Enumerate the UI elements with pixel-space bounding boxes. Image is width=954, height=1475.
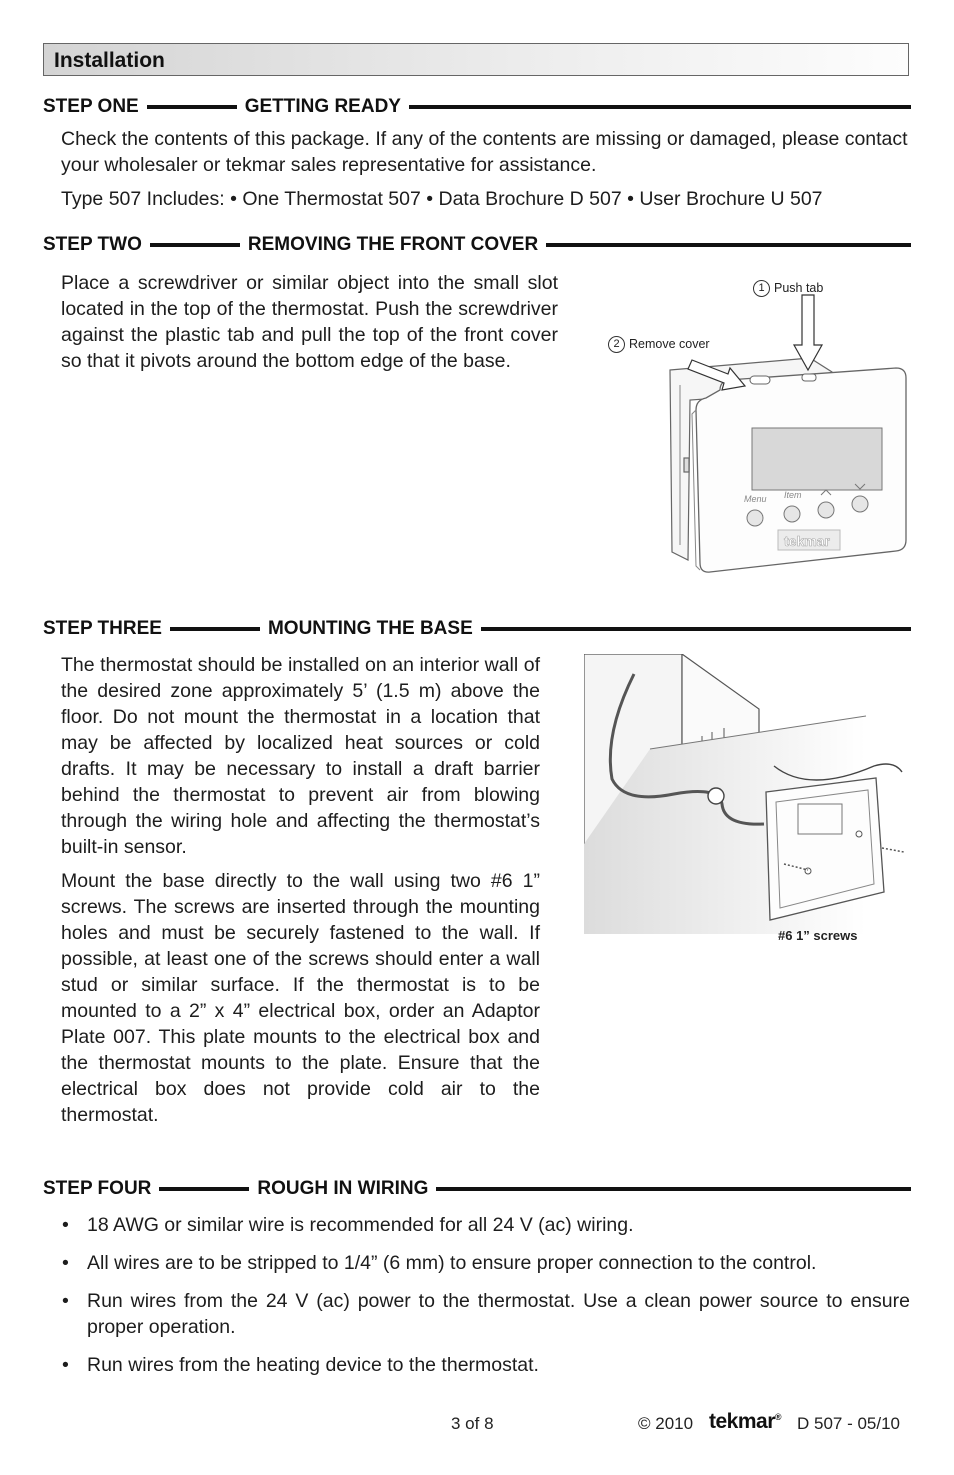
callout-number: 2 xyxy=(608,336,625,353)
item-button xyxy=(784,506,800,522)
up-button xyxy=(818,502,834,518)
thermostat-base-plate xyxy=(766,778,884,920)
registered-mark: ® xyxy=(774,1412,782,1422)
step-two-heading xyxy=(43,234,911,256)
wiring-hole xyxy=(708,788,724,804)
heading-rule xyxy=(159,1187,249,1191)
section-header-bar xyxy=(43,43,909,76)
screw-icon xyxy=(882,848,904,852)
callout-text: Remove cover xyxy=(629,336,710,351)
step-four-label: STEP FOUR xyxy=(43,1178,152,1199)
step-three-label: STEP THREE xyxy=(43,618,162,639)
step-one-paragraph-1: Check the contents of this package. If any of the contents are missing or damaged, please contact your wholesaler or tekmar sales representative for assistance. xyxy=(61,128,908,176)
screws-caption: #6 1” screws xyxy=(778,928,858,943)
step-one-heading xyxy=(43,96,911,118)
step-three-paragraph-2: Mount the base directly to the wall using two #6 1” screws. The screws are inserted through the mounting holes and must be securely fastened to the wall. If possible, at least one of the screws should enter a wall stud or similar surface. If the thermostat is to be mounted to a 2” x 4” electrical box, order an Adaptor Plate 007. This plate mounts to the electrical box and the thermostat mounts to the plate. Ensure that the electrical box does not provide cold air to the thermostat. xyxy=(61,870,540,1126)
copyright: © 2010 xyxy=(638,1414,694,1433)
step-three-paragraph-1: The thermostat should be installed on an interior wall of the desired zone approximately 5’ (1.5 m) above the floor. Do not mount the thermostat in a location that may be affected by localized heat sources or cold drafts. It may be necessary to install a draft barrier behind the thermostat to prevent air from blowing through the wiring hole and affecting the thermostat’s built-in sensor. xyxy=(61,654,540,858)
list-item: • 18 AWG or similar wire is recommended for all 24 V (ac) wiring. xyxy=(60,1212,910,1238)
step-three-heading xyxy=(43,618,911,640)
wall-mounting-illustration xyxy=(584,654,924,934)
thermostat-front-cover xyxy=(692,368,906,572)
callout-text: Push tab xyxy=(774,280,824,295)
heading-rule xyxy=(409,105,911,109)
display-screen xyxy=(752,428,882,490)
callout-number: 1 xyxy=(753,280,770,297)
list-item: • All wires are to be stripped to 1/4” (6 mm) to ensure proper connection to the control. xyxy=(60,1250,910,1276)
heading-rule xyxy=(436,1187,911,1191)
step-two-title: REMOVING THE FRONT COVER xyxy=(247,234,539,255)
step-one-title: GETTING READY xyxy=(244,96,401,117)
menu-button xyxy=(747,510,763,526)
heading-rule xyxy=(147,105,237,109)
item-button-label: Item xyxy=(784,490,802,500)
wiring-bullet-list xyxy=(60,1212,910,1390)
step-three-title: MOUNTING THE BASE xyxy=(267,618,473,639)
heading-rule xyxy=(150,243,240,247)
step-four-title: ROUGH IN WIRING xyxy=(257,1178,429,1199)
step-one-label: STEP ONE xyxy=(43,96,139,117)
step-four-heading xyxy=(43,1178,911,1200)
step-two-paragraph: Place a screwdriver or similar object into the small slot located in the top of the thermostat. Push the screwdriver against the plastic tab and pull the top of the front cover so that it pivots around the bottom edge of the base. xyxy=(61,272,558,372)
step-two-label: STEP TWO xyxy=(43,234,142,255)
step-one-paragraph-2: Type 507 Includes: • One Thermostat 507 • Data Brochure D 507 • User Brochure U 507 xyxy=(61,188,823,210)
heading-rule xyxy=(170,627,260,631)
heading-rule xyxy=(546,243,911,247)
menu-button-label: Menu xyxy=(744,494,767,504)
list-item: • Run wires from the 24 V (ac) power to the thermostat. Use a clean power source to ensure proper operation. xyxy=(60,1288,910,1340)
document-code: D 507 - 05/10 xyxy=(797,1414,901,1433)
page-number: 3 of 8 xyxy=(451,1414,494,1433)
tekmar-logo: tekmar xyxy=(784,533,830,549)
list-item: • Run wires from the heating device to the thermostat. xyxy=(60,1352,910,1378)
brand-text: tekmar xyxy=(709,1410,775,1433)
section-title: Installation xyxy=(54,49,165,72)
footer-brand-logo xyxy=(709,1410,781,1434)
thermostat-cover-illustration xyxy=(600,290,920,590)
heading-rule xyxy=(481,627,911,631)
down-button xyxy=(852,496,868,512)
